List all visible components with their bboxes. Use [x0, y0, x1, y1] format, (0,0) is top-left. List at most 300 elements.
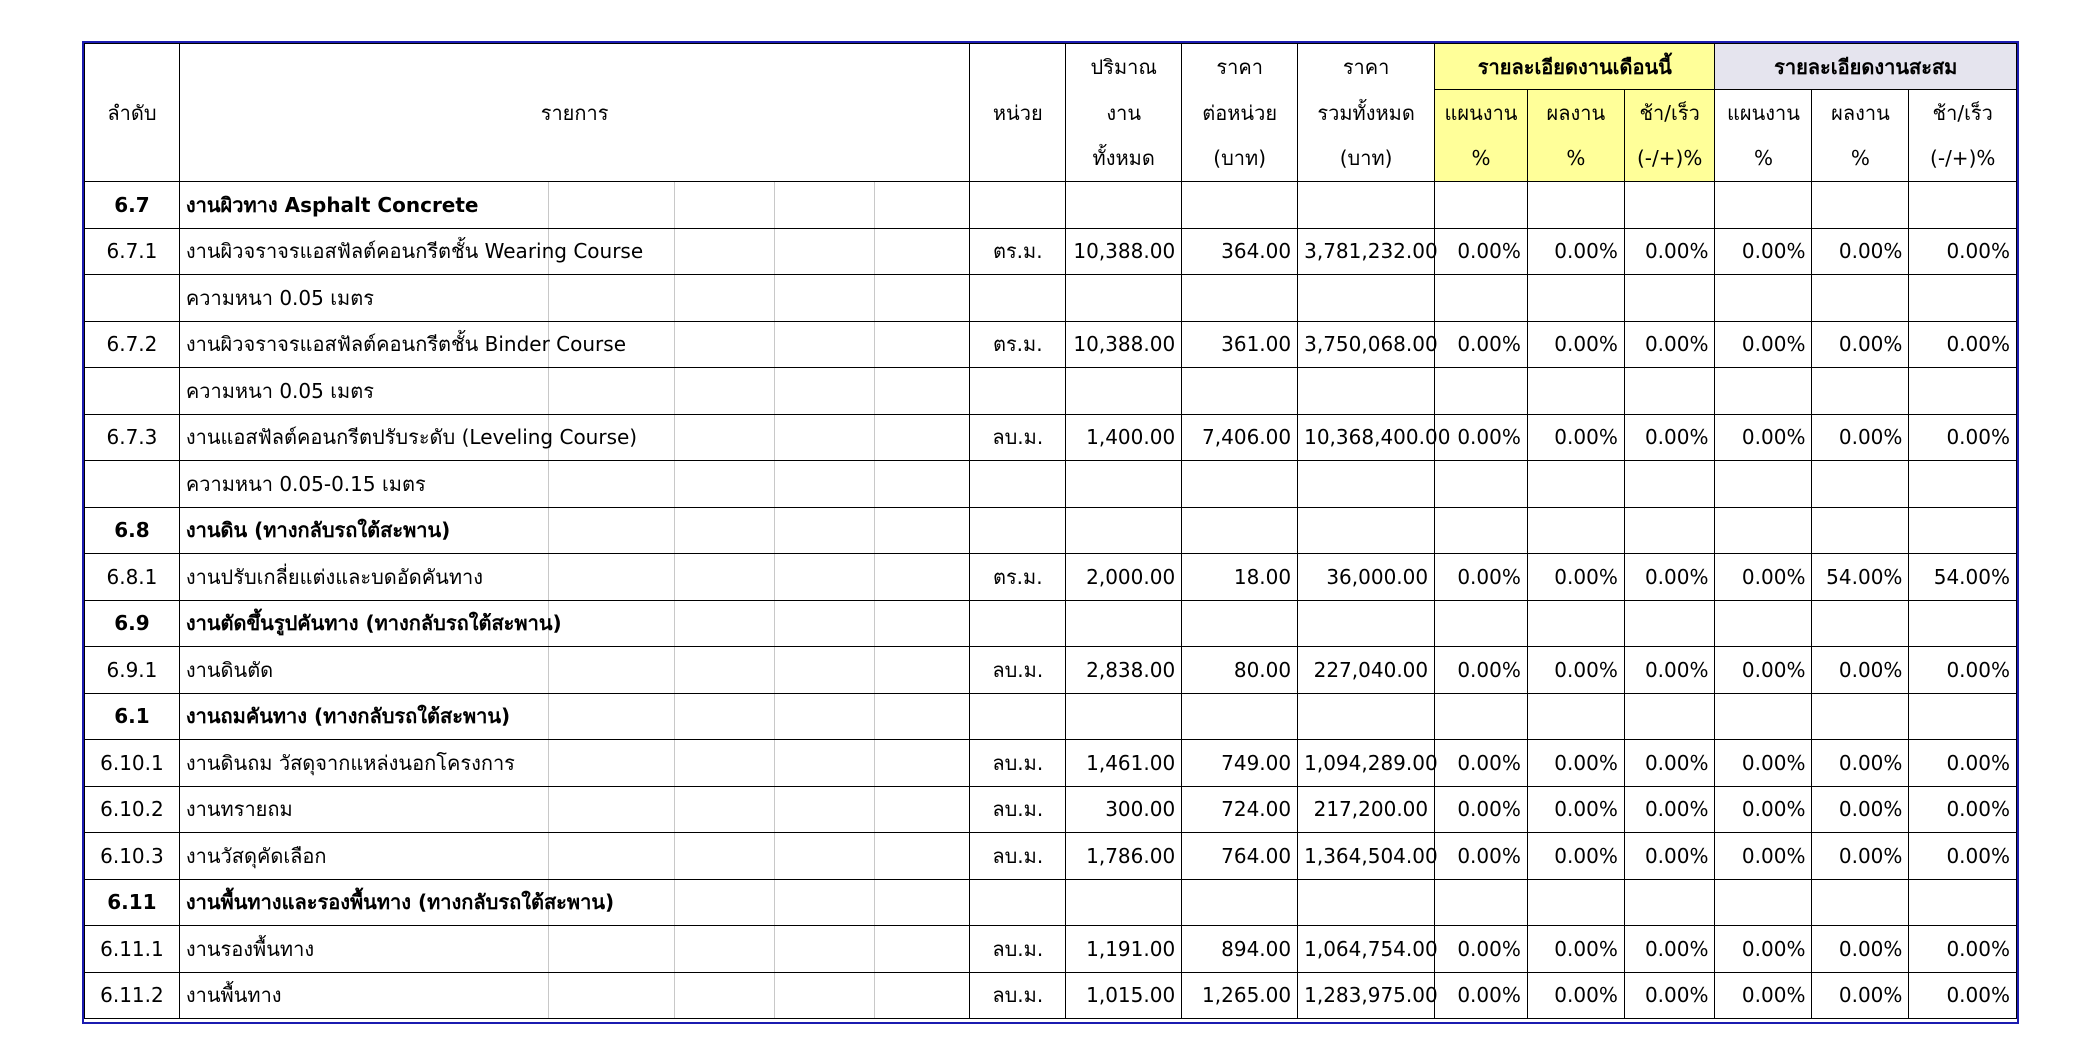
cum-diff-cell: 0.00%	[1909, 321, 2017, 368]
unit-cell	[970, 879, 1066, 926]
month-plan-cell: 0.00%	[1435, 740, 1528, 787]
cum-diff-cell: 54.00%	[1909, 554, 2017, 601]
cum-result-cell: 0.00%	[1812, 926, 1909, 973]
qty-cell	[1066, 461, 1182, 508]
row-number-cell: 6.10.3	[85, 833, 180, 880]
unit-cell: ตร.ม.	[970, 321, 1066, 368]
spacer-cell	[875, 182, 970, 229]
col-header-item: รายการ	[179, 44, 969, 182]
col-header-cum-diff: ช้า/เร็ว	[1909, 90, 2017, 136]
month-diff-cell: 0.00%	[1624, 786, 1715, 833]
col-header-month-plan: แผนงาน	[1435, 90, 1528, 136]
total-price-cell	[1298, 275, 1435, 322]
qty-cell	[1066, 600, 1182, 647]
total-price-cell: 10,368,400.00	[1298, 414, 1435, 461]
month-diff-cell: 0.00%	[1624, 833, 1715, 880]
qty-cell	[1066, 693, 1182, 740]
row-number-cell: 6.11	[85, 879, 180, 926]
item-description-cell: งานปรับเกลี่ยแต่งและบดอัดคันทาง	[179, 554, 548, 601]
total-price-cell	[1298, 182, 1435, 229]
month-diff-cell: 0.00%	[1624, 972, 1715, 1019]
cum-result-cell: 0.00%	[1812, 833, 1909, 880]
table-row	[85, 461, 2017, 508]
spacer-cell	[548, 926, 674, 973]
row-number-cell: 6.9	[85, 600, 180, 647]
qty-cell	[1066, 507, 1182, 554]
month-plan-cell: 0.00%	[1435, 926, 1528, 973]
spacer-cell	[675, 554, 775, 601]
month-result-cell: 0.00%	[1527, 647, 1624, 694]
month-diff-cell	[1624, 368, 1715, 415]
qty-cell	[1066, 879, 1182, 926]
unit-cell: ลบ.ม.	[970, 740, 1066, 787]
unit-price-cell	[1182, 461, 1298, 508]
cum-diff-cell: 0.00%	[1909, 414, 2017, 461]
cum-plan-cell: 0.00%	[1715, 228, 1812, 275]
table-row	[85, 414, 2017, 461]
cum-diff-cell	[1909, 507, 2017, 554]
cum-result-cell	[1812, 507, 1909, 554]
item-description-cell: งานดิน (ทางกลับรถใต้สะพาน)	[179, 507, 548, 554]
month-diff-cell: 0.00%	[1624, 926, 1715, 973]
table-row	[85, 833, 2017, 880]
cum-result-cell: 0.00%	[1812, 647, 1909, 694]
spacer-cell	[548, 554, 674, 601]
unit-price-cell: 80.00	[1182, 647, 1298, 694]
spacer-cell	[875, 461, 970, 508]
cum-result-cell: 0.00%	[1812, 740, 1909, 787]
total-price-cell	[1298, 879, 1435, 926]
spacer-cell	[548, 182, 674, 229]
unit-cell: ลบ.ม.	[970, 414, 1066, 461]
qty-cell	[1066, 182, 1182, 229]
spacer-cell	[875, 740, 970, 787]
month-result-cell: 0.00%	[1527, 833, 1624, 880]
spacer-cell	[548, 507, 674, 554]
month-diff-cell	[1624, 182, 1715, 229]
spacer-cell	[675, 647, 775, 694]
month-plan-cell: 0.00%	[1435, 786, 1528, 833]
cum-plan-cell: 0.00%	[1715, 414, 1812, 461]
spacer-cell	[548, 740, 674, 787]
month-plan-cell	[1435, 461, 1528, 508]
item-description-cell: งานตัดขึ้นรูปคันทาง (ทางกลับรถใต้สะพาน)	[179, 600, 548, 647]
spacer-cell	[875, 879, 970, 926]
cum-plan-cell: 0.00%	[1715, 972, 1812, 1019]
qty-cell	[1066, 368, 1182, 415]
cum-plan-cell	[1715, 600, 1812, 647]
cum-diff-cell: 0.00%	[1909, 647, 2017, 694]
spacer-cell	[775, 228, 875, 275]
unit-price-cell: 364.00	[1182, 228, 1298, 275]
month-result-cell	[1527, 507, 1624, 554]
row-number-cell: 6.7.2	[85, 321, 180, 368]
month-diff-cell: 0.00%	[1624, 647, 1715, 694]
cum-diff-cell	[1909, 275, 2017, 322]
cum-result-cell: 0.00%	[1812, 414, 1909, 461]
qty-cell: 1,461.00	[1066, 740, 1182, 787]
spacer-cell	[875, 786, 970, 833]
item-description-cell: ความหนา 0.05 เมตร	[179, 368, 548, 415]
spacer-cell	[775, 507, 875, 554]
unit-cell: ลบ.ม.	[970, 972, 1066, 1019]
table-row	[85, 554, 2017, 601]
total-price-cell: 1,094,289.00	[1298, 740, 1435, 787]
cum-plan-cell: 0.00%	[1715, 321, 1812, 368]
cum-result-cell	[1812, 182, 1909, 229]
item-description-cell: งานดินถม วัสดุจากแหล่งนอกโครงการ	[179, 740, 548, 787]
month-diff-cell	[1624, 693, 1715, 740]
month-plan-cell	[1435, 182, 1528, 229]
cum-diff-cell: 0.00%	[1909, 740, 2017, 787]
item-description-cell: งานถมคันทาง (ทางกลับรถใต้สะพาน)	[179, 693, 548, 740]
col-header-qty-2: งาน	[1066, 90, 1182, 136]
cum-result-cell	[1812, 461, 1909, 508]
row-number-cell	[85, 461, 180, 508]
cum-diff-cell	[1909, 461, 2017, 508]
unit-cell	[970, 693, 1066, 740]
month-result-cell: 0.00%	[1527, 926, 1624, 973]
unit-cell	[970, 368, 1066, 415]
total-price-cell	[1298, 507, 1435, 554]
total-price-cell: 217,200.00	[1298, 786, 1435, 833]
col-header-unit: หน่วย	[970, 44, 1066, 182]
month-diff-cell	[1624, 879, 1715, 926]
total-price-cell: 1,283,975.00	[1298, 972, 1435, 1019]
table-row	[85, 275, 2017, 322]
spacer-cell	[775, 879, 875, 926]
spacer-cell	[675, 275, 775, 322]
spacer-cell	[875, 368, 970, 415]
spacer-cell	[548, 647, 674, 694]
month-plan-cell: 0.00%	[1435, 414, 1528, 461]
month-plan-cell: 0.00%	[1435, 972, 1528, 1019]
unit-cell: ลบ.ม.	[970, 926, 1066, 973]
col-header-price-2: ต่อหน่วย	[1182, 90, 1298, 136]
row-number-cell: 6.11.2	[85, 972, 180, 1019]
unit-price-cell	[1182, 182, 1298, 229]
col-header-month-plan-pct: %	[1435, 136, 1528, 182]
col-header-month-diff: ช้า/เร็ว	[1624, 90, 1715, 136]
cum-diff-cell: 0.00%	[1909, 786, 2017, 833]
spacer-cell	[775, 740, 875, 787]
spacer-cell	[875, 600, 970, 647]
progress-table	[84, 43, 2017, 1019]
spacer-cell	[875, 693, 970, 740]
spacer-cell	[675, 833, 775, 880]
spacer-cell	[775, 368, 875, 415]
row-number-cell: 6.10.1	[85, 740, 180, 787]
table-row	[85, 972, 2017, 1019]
item-description-cell: งานแอสฟัลต์คอนกรีตปรับระดับ (Leveling Course)	[179, 414, 548, 461]
col-header-price-1: ราคา	[1182, 44, 1298, 90]
month-diff-cell	[1624, 600, 1715, 647]
month-result-cell: 0.00%	[1527, 414, 1624, 461]
item-description-cell: งานดินตัด	[179, 647, 548, 694]
row-number-cell: 6.7.1	[85, 228, 180, 275]
spacer-cell	[775, 786, 875, 833]
spacer-cell	[875, 647, 970, 694]
spacer-cell	[875, 275, 970, 322]
unit-cell	[970, 182, 1066, 229]
qty-cell: 2,000.00	[1066, 554, 1182, 601]
month-plan-cell	[1435, 275, 1528, 322]
spacer-cell	[775, 693, 875, 740]
spacer-cell	[875, 228, 970, 275]
spacer-cell	[775, 554, 875, 601]
cum-plan-cell	[1715, 693, 1812, 740]
table-row	[85, 507, 2017, 554]
cum-plan-cell: 0.00%	[1715, 740, 1812, 787]
cum-result-cell	[1812, 600, 1909, 647]
spacer-cell	[548, 972, 674, 1019]
row-number-cell: 6.8.1	[85, 554, 180, 601]
col-header-this-month: รายละเอียดงานเดือนนี้	[1435, 44, 1715, 90]
spacer-cell	[675, 693, 775, 740]
cum-diff-cell: 0.00%	[1909, 926, 2017, 973]
month-diff-cell: 0.00%	[1624, 414, 1715, 461]
col-header-qty-3: ทั้งหมด	[1066, 136, 1182, 182]
unit-cell: ตร.ม.	[970, 228, 1066, 275]
spacer-cell	[675, 972, 775, 1019]
month-result-cell	[1527, 182, 1624, 229]
cum-plan-cell: 0.00%	[1715, 786, 1812, 833]
spacer-cell	[775, 414, 875, 461]
cum-plan-cell: 0.00%	[1715, 647, 1812, 694]
cum-diff-cell: 0.00%	[1909, 228, 2017, 275]
table-row	[85, 926, 2017, 973]
item-description-cell: งานผิวจราจรแอสฟัลต์คอนกรีตชั้น Binder Course	[179, 321, 548, 368]
spacer-cell	[675, 321, 775, 368]
item-description-cell: ความหนา 0.05 เมตร	[179, 275, 548, 322]
total-price-cell: 3,750,068.00	[1298, 321, 1435, 368]
spacer-cell	[675, 507, 775, 554]
total-price-cell	[1298, 600, 1435, 647]
spacer-cell	[548, 368, 674, 415]
spacer-cell	[775, 600, 875, 647]
col-header-cum-result-pct: %	[1812, 136, 1909, 182]
item-description-cell: งานพื้นทาง	[179, 972, 548, 1019]
qty-cell: 1,015.00	[1066, 972, 1182, 1019]
col-header-month-result: ผลงาน	[1527, 90, 1624, 136]
total-price-cell: 36,000.00	[1298, 554, 1435, 601]
month-plan-cell: 0.00%	[1435, 228, 1528, 275]
cum-diff-cell	[1909, 693, 2017, 740]
item-description-cell: ความหนา 0.05-0.15 เมตร	[179, 461, 548, 508]
qty-cell: 1,400.00	[1066, 414, 1182, 461]
spacer-cell	[875, 321, 970, 368]
unit-price-cell: 18.00	[1182, 554, 1298, 601]
total-price-cell	[1298, 461, 1435, 508]
qty-cell: 300.00	[1066, 786, 1182, 833]
spacer-cell	[548, 693, 674, 740]
spacer-cell	[675, 600, 775, 647]
col-header-cum-diff-pct: (-/+)%	[1909, 136, 2017, 182]
unit-price-cell	[1182, 275, 1298, 322]
spacer-cell	[875, 414, 970, 461]
col-header-cum-plan-pct: %	[1715, 136, 1812, 182]
cum-plan-cell: 0.00%	[1715, 554, 1812, 601]
col-header-price-3: (บาท)	[1182, 136, 1298, 182]
table-row	[85, 228, 2017, 275]
spacer-cell	[875, 554, 970, 601]
spacer-cell	[675, 461, 775, 508]
total-price-cell: 1,364,504.00	[1298, 833, 1435, 880]
row-number-cell: 6.7	[85, 182, 180, 229]
table-row	[85, 740, 2017, 787]
unit-price-cell: 1,265.00	[1182, 972, 1298, 1019]
unit-price-cell	[1182, 879, 1298, 926]
col-header-cum-result: ผลงาน	[1812, 90, 1909, 136]
cum-plan-cell	[1715, 507, 1812, 554]
table-row	[85, 321, 2017, 368]
month-diff-cell: 0.00%	[1624, 740, 1715, 787]
table-row	[85, 879, 2017, 926]
item-description-cell: งานวัสดุคัดเลือก	[179, 833, 548, 880]
unit-price-cell: 764.00	[1182, 833, 1298, 880]
month-result-cell: 0.00%	[1527, 972, 1624, 1019]
cum-diff-cell	[1909, 182, 2017, 229]
month-result-cell: 0.00%	[1527, 228, 1624, 275]
row-number-cell: 6.8	[85, 507, 180, 554]
spacer-cell	[548, 275, 674, 322]
cum-plan-cell	[1715, 368, 1812, 415]
month-plan-cell	[1435, 879, 1528, 926]
col-header-month-result-pct: %	[1527, 136, 1624, 182]
unit-cell	[970, 461, 1066, 508]
spacer-cell	[775, 833, 875, 880]
month-result-cell: 0.00%	[1527, 554, 1624, 601]
spacer-cell	[875, 972, 970, 1019]
month-diff-cell	[1624, 507, 1715, 554]
spacer-cell	[675, 879, 775, 926]
spacer-cell	[775, 972, 875, 1019]
month-diff-cell: 0.00%	[1624, 554, 1715, 601]
month-result-cell	[1527, 600, 1624, 647]
table-body	[85, 182, 2017, 1019]
col-header-no: ลำดับ	[85, 44, 180, 182]
item-description-cell: งานผิวทาง Asphalt Concrete	[179, 182, 548, 229]
unit-cell: ตร.ม.	[970, 554, 1066, 601]
spacer-cell	[775, 647, 875, 694]
unit-cell	[970, 600, 1066, 647]
spacer-cell	[775, 182, 875, 229]
cum-plan-cell	[1715, 182, 1812, 229]
month-diff-cell: 0.00%	[1624, 228, 1715, 275]
spacer-cell	[875, 507, 970, 554]
unit-cell: ลบ.ม.	[970, 833, 1066, 880]
unit-price-cell: 7,406.00	[1182, 414, 1298, 461]
month-plan-cell	[1435, 693, 1528, 740]
cum-result-cell	[1812, 368, 1909, 415]
item-description-cell: งานรองพื้นทาง	[179, 926, 548, 973]
cum-result-cell: 0.00%	[1812, 228, 1909, 275]
col-header-total-3: (บาท)	[1298, 136, 1435, 182]
unit-price-cell: 749.00	[1182, 740, 1298, 787]
row-number-cell: 6.7.3	[85, 414, 180, 461]
cum-plan-cell: 0.00%	[1715, 833, 1812, 880]
month-plan-cell: 0.00%	[1435, 321, 1528, 368]
cum-result-cell: 54.00%	[1812, 554, 1909, 601]
cum-plan-cell	[1715, 461, 1812, 508]
progress-report-sheet	[82, 41, 2019, 1024]
cum-result-cell: 0.00%	[1812, 972, 1909, 1019]
row-number-cell: 6.10.2	[85, 786, 180, 833]
table-row	[85, 182, 2017, 229]
month-plan-cell: 0.00%	[1435, 833, 1528, 880]
item-description-cell: งานทรายถม	[179, 786, 548, 833]
unit-price-cell: 894.00	[1182, 926, 1298, 973]
table-row	[85, 786, 2017, 833]
qty-cell: 1,786.00	[1066, 833, 1182, 880]
row-number-cell: 6.11.1	[85, 926, 180, 973]
qty-cell: 10,388.00	[1066, 321, 1182, 368]
month-result-cell	[1527, 879, 1624, 926]
cum-result-cell	[1812, 693, 1909, 740]
table-row	[85, 368, 2017, 415]
month-diff-cell	[1624, 275, 1715, 322]
month-plan-cell	[1435, 507, 1528, 554]
month-result-cell	[1527, 461, 1624, 508]
month-result-cell	[1527, 368, 1624, 415]
cum-diff-cell: 0.00%	[1909, 972, 2017, 1019]
spacer-cell	[675, 182, 775, 229]
qty-cell: 2,838.00	[1066, 647, 1182, 694]
col-header-month-diff-pct: (-/+)%	[1624, 136, 1715, 182]
col-header-total-2: รวมทั้งหมด	[1298, 90, 1435, 136]
unit-cell	[970, 275, 1066, 322]
spacer-cell	[875, 833, 970, 880]
cum-diff-cell	[1909, 879, 2017, 926]
month-diff-cell	[1624, 461, 1715, 508]
cum-plan-cell	[1715, 275, 1812, 322]
cum-plan-cell: 0.00%	[1715, 926, 1812, 973]
month-plan-cell: 0.00%	[1435, 647, 1528, 694]
month-result-cell: 0.00%	[1527, 786, 1624, 833]
spacer-cell	[875, 926, 970, 973]
month-plan-cell	[1435, 368, 1528, 415]
spacer-cell	[548, 600, 674, 647]
unit-price-cell: 361.00	[1182, 321, 1298, 368]
cum-diff-cell	[1909, 368, 2017, 415]
table-row	[85, 647, 2017, 694]
unit-cell: ลบ.ม.	[970, 647, 1066, 694]
unit-price-cell	[1182, 693, 1298, 740]
col-header-cum-plan: แผนงาน	[1715, 90, 1812, 136]
qty-cell	[1066, 275, 1182, 322]
table-row	[85, 693, 2017, 740]
row-number-cell	[85, 368, 180, 415]
spacer-cell	[675, 740, 775, 787]
total-price-cell: 227,040.00	[1298, 647, 1435, 694]
col-header-qty-1: ปริมาณ	[1066, 44, 1182, 90]
unit-price-cell	[1182, 368, 1298, 415]
total-price-cell: 3,781,232.00	[1298, 228, 1435, 275]
row-number-cell	[85, 275, 180, 322]
spacer-cell	[775, 321, 875, 368]
spacer-cell	[775, 275, 875, 322]
spacer-cell	[675, 926, 775, 973]
item-description-cell: งานผิวจราจรแอสฟัลต์คอนกรีตชั้น Wearing Course	[179, 228, 548, 275]
month-result-cell: 0.00%	[1527, 321, 1624, 368]
qty-cell: 1,191.00	[1066, 926, 1182, 973]
spacer-cell	[548, 786, 674, 833]
spacer-cell	[675, 368, 775, 415]
cum-diff-cell	[1909, 600, 2017, 647]
spacer-cell	[775, 461, 875, 508]
spacer-cell	[548, 833, 674, 880]
cum-result-cell	[1812, 275, 1909, 322]
